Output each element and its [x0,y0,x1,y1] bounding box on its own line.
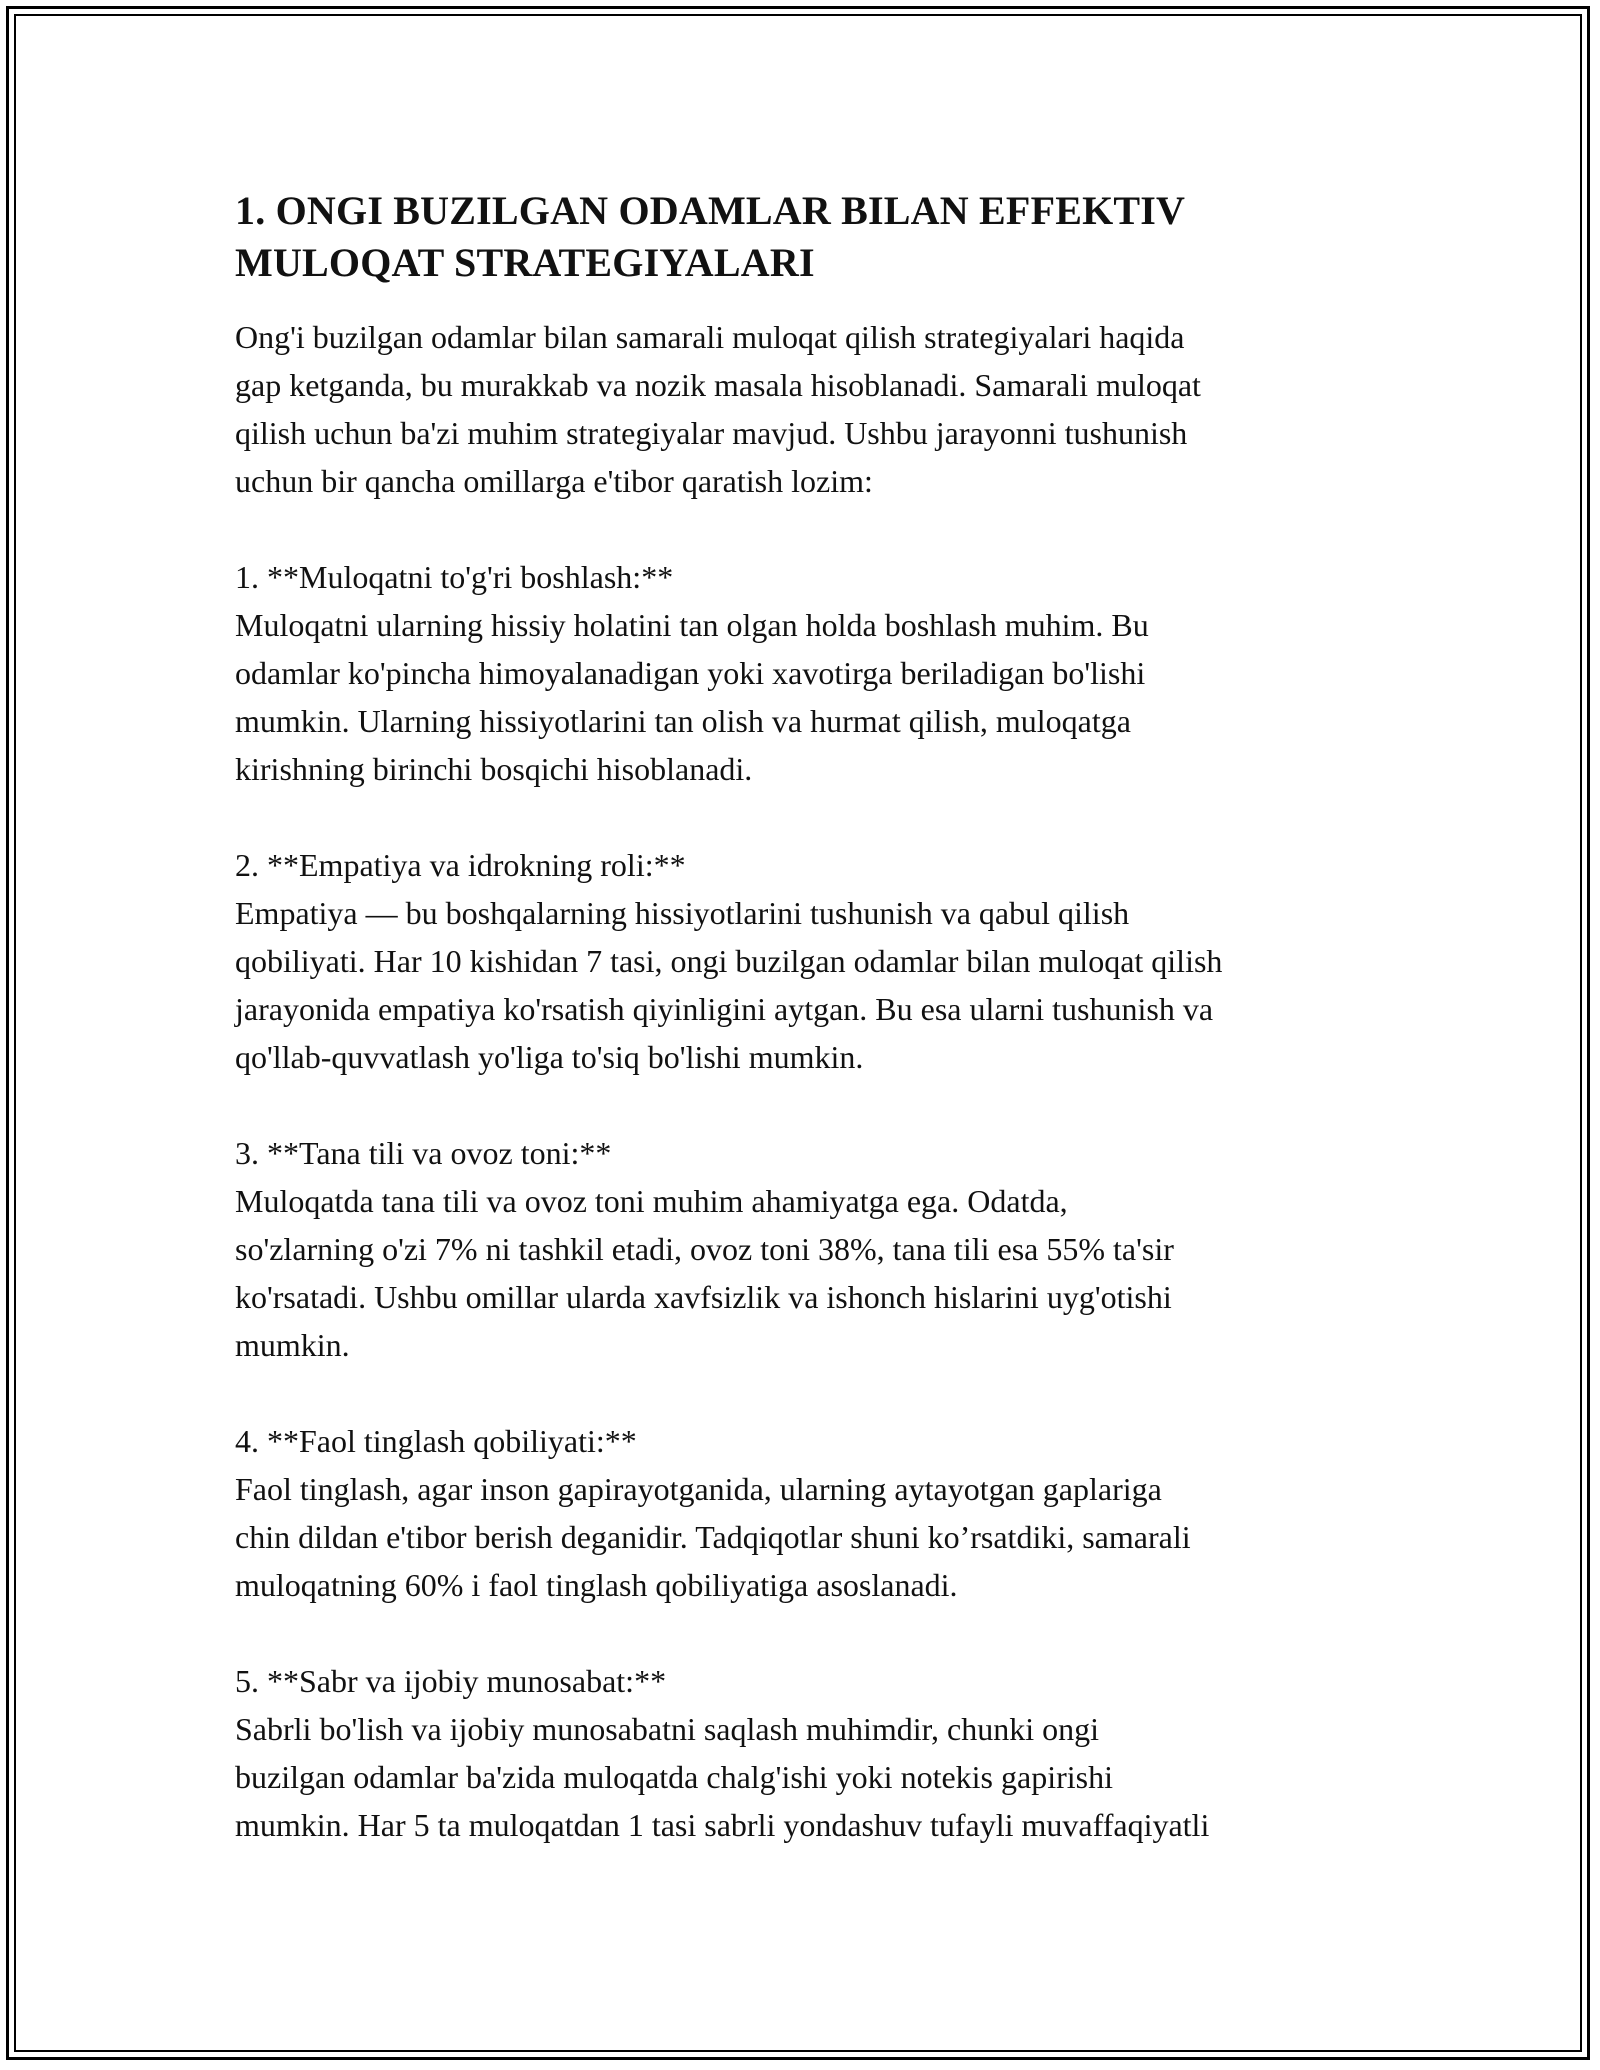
document-title [235,185,1385,289]
section-heading: 2. **Empatiya va idrokning roli:** [235,847,686,883]
section-heading: 1. **Muloqatni to'g'ri boshlash:** [235,559,674,595]
section-1 [235,553,1385,793]
intro-paragraph: Ong'i buzilgan odamlar bilan samarali muloqat qilish strategiyalari haqida gap ketganda, bu murakkab va nozik masala hisoblanadi. Samarali muloqat qilish uchun ba'zi muhim strategiyalar mavjud. Ushbu jarayonni tushunish uchun bir qancha omillarga e'tibor qaratish lozim: [235,319,1201,499]
section-heading: 4. **Faol tinglash qobiliyati:** [235,1423,637,1459]
document-content [235,185,1385,1849]
section-body: Empatiya — bu boshqalarning hissiyotlarini tushunish va qabul qilish qobiliyati. Har 10 kishidan 7 tasi, ongi buzilgan odamlar bilan muloqat qilish jarayonida empatiya ko'rsatish qiyinligini aytgan. Bu esa ularni tushunish va qo'llab-quvvatlash yo'liga to'siq bo'lishi mumkin. [235,895,1223,1075]
section-heading: 5. **Sabr va ijobiy munosabat:** [235,1663,667,1699]
section-body: Sabrli bo'lish va ijobiy munosabatni saqlash muhimdir, chunki ongi buzilgan odamlar ba'zida muloqatda chalg'ishi yoki notekis gapirishi mumkin. Har 5 ta muloqatdan 1 tasi sabrli yondashuv tufayli muvaffaqiyatli [235,1711,1210,1843]
section-3 [235,1129,1385,1369]
section-body: Muloqatni ularning hissiy holatini tan olgan holda boshlash muhim. Bu odamlar ko'pincha himoyalanadigan yoki xavotirga beriladigan bo'lishi mumkin. Ularning hissiyotlarini tan olish va hurmat qilish, muloqatga kirishning birinchi bosqichi hisoblanadi. [235,607,1149,787]
title-line-2: MULOQAT STRATEGIYALARI [235,240,815,285]
title-line-1: 1. ONGI BUZILGAN ODAMLAR BILAN EFFEKTIV [235,188,1186,233]
section-5 [235,1657,1385,1849]
section-body: Faol tinglash, agar inson gapirayotganida, ularning aytayotgan gaplariga chin dildan e'tibor berish deganidir. Tadqiqotlar shuni ko’rsatdiki, samarali muloqatning 60% i faol tinglash qobiliyatiga asoslanadi. [235,1471,1191,1603]
section-body: Muloqatda tana tili va ovoz toni muhim ahamiyatga ega. Odatda, so'zlarning o'zi 7% ni tashkil etadi, ovoz toni 38%, tana tili esa 55% ta'sir ko'rsatadi. Ushbu omillar ularda xavfsizlik va ishonch hislarini uyg'otishi mumkin. [235,1183,1174,1363]
section-heading: 3. **Tana tili va ovoz toni:** [235,1135,612,1171]
section-2 [235,841,1385,1081]
section-4 [235,1417,1385,1609]
